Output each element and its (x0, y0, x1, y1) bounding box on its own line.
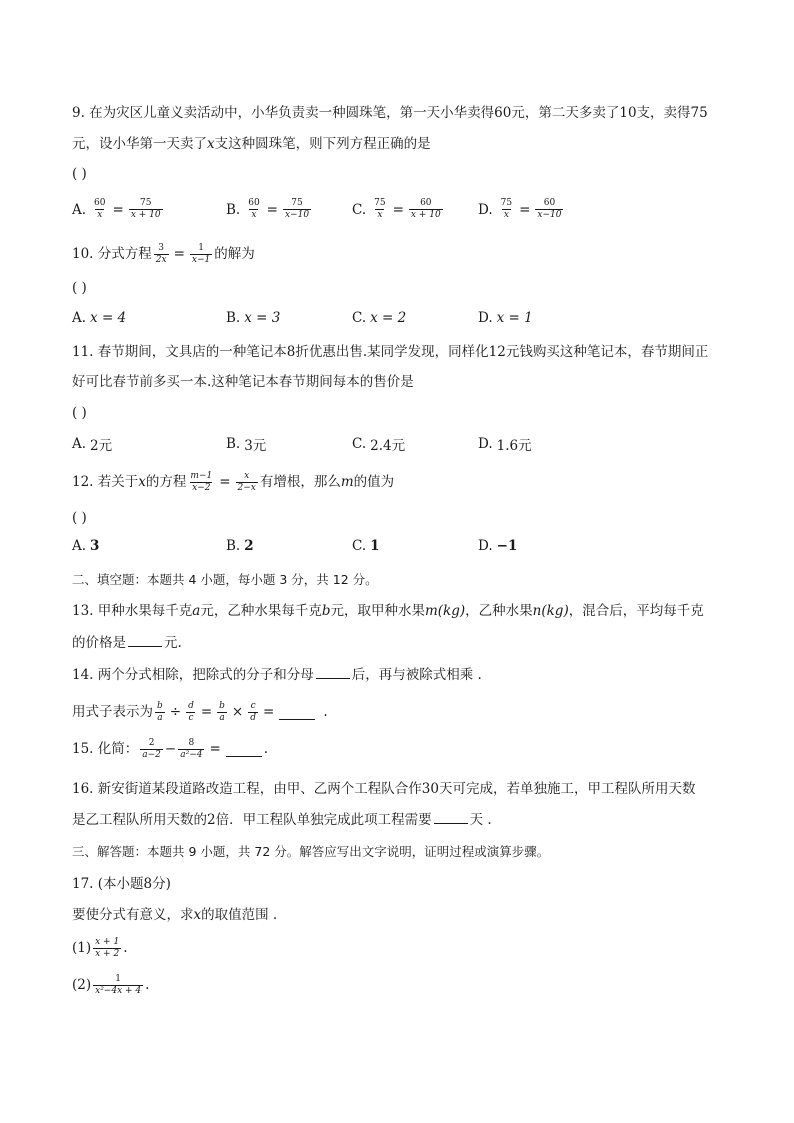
q11-line2: 好可比春节前多买一本.这种笔记本春节期间每本的售价是 (72, 374, 414, 390)
fraction (217, 701, 227, 724)
fraction (372, 198, 387, 221)
q9-option-b[interactable]: B. $\frac{60}{x}$ = $\frac{75}{x-10}$ (226, 198, 310, 220)
fraction (155, 701, 165, 724)
q10-suffix: 的解为 (214, 246, 255, 262)
q17-part1 (72, 934, 128, 962)
q9-text-a: 元，设小华第一天卖了 (72, 136, 207, 152)
operator: = (263, 704, 275, 720)
numerator: 1 (198, 242, 204, 253)
numerator: 60 (94, 198, 106, 208)
q9-options (72, 198, 722, 224)
part-label: (1) (72, 940, 92, 956)
q9-line2 (72, 134, 431, 154)
q12-option-b[interactable] (226, 538, 254, 554)
numerator: 2 (148, 737, 155, 748)
fraction (190, 243, 212, 266)
denominator: a²−4 (180, 749, 203, 760)
q10-stem: 10. 分式方程 $\frac{3}{2x}$ = $\frac{1}{x-1}$ 的解为 (72, 242, 255, 265)
option-text: −1 (496, 538, 518, 554)
q15-stem (72, 735, 268, 763)
fraction (499, 198, 514, 221)
answer-blank[interactable] (434, 809, 468, 824)
operator: × (231, 704, 244, 720)
operator: ÷ (169, 704, 182, 720)
answer-blank[interactable] (316, 664, 350, 679)
option-label: A. (72, 538, 87, 554)
q12-prefix: 12. 若关于 (72, 474, 139, 490)
part-label: (2) (72, 977, 92, 993)
option-text: x = 1 (496, 310, 533, 326)
q10-option-d[interactable] (478, 310, 533, 326)
numerator: 60 (248, 198, 260, 208)
operator: = (200, 704, 213, 720)
denominator: x + 2 (95, 948, 120, 959)
option-text: x = 2 (370, 310, 407, 326)
denominator: 2−x (237, 482, 256, 493)
q12-suffix2: 的值为 (353, 474, 395, 490)
q13-text: ，乙种水果 (465, 603, 533, 619)
answer-blank[interactable] (128, 632, 162, 647)
q11-option-c[interactable] (352, 434, 405, 454)
q13-var: m(kg) (424, 603, 466, 619)
option-label: D. (478, 436, 493, 452)
numerator: 60 (543, 198, 556, 208)
q14-text: 后，再与被除式相乘 . (351, 667, 482, 683)
q12-answer-paren: ( ) (72, 510, 87, 526)
q13-line1 (72, 601, 704, 621)
q9-option-a[interactable]: A. $\frac{60}{x}$ = $\frac{75}{x + 10}$ (72, 198, 161, 220)
q14-text: 用式子表示为 (72, 704, 153, 720)
section-solution-heading: 三、解答题：本题共 9 小题，共 72 分。解答应写出文字说明，证明过程或演算步骤。 (72, 844, 550, 859)
denominator: a (157, 712, 163, 723)
q11-option-a[interactable] (72, 434, 112, 454)
fraction (154, 243, 169, 266)
option-label: C. (352, 436, 367, 452)
q9-text-b: 支这种圆珠笔，则下列方程正确的是 (214, 136, 431, 152)
q17-var-x: x (193, 907, 202, 923)
q16-line2 (72, 809, 492, 830)
option-label: A. (72, 310, 87, 326)
section-fill-in-heading: 二、填空题：本题共 4 小题，每小题 3 分，共 12 分。 (72, 572, 378, 587)
denominator: c (188, 712, 194, 723)
q16-text: 是乙工程队所用天数的2倍．甲工程队单独完成此项工程需要 (72, 812, 432, 828)
numerator: c (250, 700, 256, 711)
q13-text: 元，乙种水果每千克 (200, 603, 322, 619)
q13-text: 元，取甲种水果 (330, 603, 425, 619)
numerator: x + 1 (95, 936, 120, 947)
q10-options (72, 310, 722, 336)
q13-var: n(kg) (532, 603, 569, 619)
q10-option-b[interactable] (226, 310, 280, 326)
q11-option-b[interactable] (226, 434, 266, 454)
denominator: x−2 (192, 482, 211, 493)
part-end: . (123, 940, 128, 956)
denominator: x + 10 (410, 210, 441, 220)
q12-var-x: x (138, 474, 146, 490)
numerator: 8 (188, 737, 195, 748)
option-label: D. (478, 538, 493, 554)
fraction (535, 198, 563, 221)
fraction (236, 471, 258, 494)
numerator: 1 (115, 973, 121, 984)
q12-mid: 的方程 (145, 474, 187, 490)
denominator: d (250, 712, 256, 723)
fraction (93, 974, 143, 997)
q15-end: . (263, 741, 269, 757)
option-label: D. (478, 310, 493, 326)
q11-options (72, 434, 722, 460)
numerator: 3 (158, 242, 165, 253)
option-label: C. (352, 201, 367, 218)
option-text: x = 4 (90, 310, 127, 326)
q10-option-c[interactable] (352, 310, 406, 326)
fraction (409, 198, 443, 221)
q13-text: 13. 甲种水果每千克 (72, 603, 193, 619)
q17-title: 17. (本小题8分) (72, 876, 171, 892)
q12-stem: 12. 若关于 x 的方程 $\frac{m-1}{x-2}$ = $\frac{x}{2-x}$ 有增根，那么 m 的值为 (72, 470, 395, 493)
q13-text: 元. (164, 635, 182, 651)
numerator: b (219, 700, 225, 711)
q13-text: ，混合后，平均每千克 (568, 603, 704, 619)
option-text: 2 (244, 538, 254, 554)
denominator: x²−4x + 4 (95, 985, 142, 996)
q9-option-c[interactable]: C. $\frac{75}{x}$ = $\frac{60}{x + 10}$ (352, 198, 441, 220)
numerator: 75 (139, 198, 152, 208)
option-text: 1.6元 (496, 438, 532, 454)
option-label: B. (226, 436, 241, 452)
q17-stem (72, 905, 277, 925)
fraction (140, 738, 163, 761)
option-label: A. (72, 201, 87, 218)
option-label: C. (352, 310, 367, 326)
q17-text: 要使分式有意义，求 (72, 907, 194, 923)
fraction (93, 937, 121, 960)
operator: − (164, 741, 177, 757)
denominator: x−1 (191, 254, 211, 265)
q12-option-d[interactable] (478, 538, 517, 554)
option-text: x = 3 (244, 310, 281, 326)
q17-text: 的取值范围 . (201, 907, 278, 923)
fraction (283, 198, 311, 221)
fraction (186, 701, 196, 724)
numerator: b (157, 700, 163, 711)
numerator: x (244, 470, 250, 481)
option-text: 2.4元 (370, 438, 406, 454)
numerator: 75 (374, 198, 386, 208)
denominator: 2x (155, 254, 167, 265)
q11-line1: 11. 春节期间，文具店的一种笔记本8折优惠出售.某同学发现，同样化12元钱购买这种笔记本，春节期间正 (72, 344, 709, 360)
numerator: m−1 (190, 470, 213, 481)
q12-options (72, 538, 722, 564)
q10-option-a[interactable] (72, 310, 126, 326)
numerator: 60 (420, 198, 432, 208)
numerator: 75 (500, 198, 513, 208)
fraction (246, 198, 261, 221)
option-text: 3 (90, 538, 100, 554)
q14-line1 (72, 664, 482, 685)
numerator: 75 (291, 198, 303, 208)
q9-option-d[interactable]: D. $\frac{75}{x}$ = $\frac{60}{x-10}$ (478, 198, 562, 220)
operator: = (209, 741, 221, 757)
fraction (129, 198, 163, 221)
q15-prefix: 15. 化简： (72, 741, 139, 757)
option-label: B. (226, 310, 241, 326)
q13-var: a (192, 603, 201, 619)
q9-line1: 9. 在为灾区儿童义卖活动中，小华负责卖一种圆珠笔，第一天小华卖得60元，第二天多卖了10支，卖得75 (72, 105, 708, 121)
q11-answer-paren: ( ) (72, 405, 87, 421)
denominator: x−10 (537, 210, 562, 220)
fraction (248, 701, 258, 724)
q14-text: 14. 两个分式相除，把除式的分子和分母 (72, 667, 314, 683)
q13-text: 的价格是 (72, 635, 126, 651)
q11-option-d[interactable] (478, 434, 532, 454)
fraction (92, 198, 107, 221)
answer-blank[interactable] (226, 742, 262, 757)
q9-var-x: x (207, 136, 215, 152)
option-label: B. (226, 538, 241, 554)
q16-line1: 16. 新安街道某段道路改造工程，由甲、乙两个工程队合作30天可完成，若单独施工，甲工程队所用天数 (72, 781, 696, 797)
option-text: 2元 (90, 438, 113, 454)
q14-end: . (323, 704, 328, 720)
numerator: d (188, 700, 194, 711)
q10-prefix: 10. 分式方程 (72, 246, 152, 262)
q9-answer-paren: ( ) (72, 166, 87, 182)
denominator: x (251, 210, 257, 220)
denominator: x + 10 (130, 210, 161, 220)
q13-var: b (321, 603, 331, 619)
option-label: C. (352, 538, 367, 554)
denominator: a (219, 712, 225, 723)
denominator: x (377, 210, 383, 220)
q10-answer-paren: ( ) (72, 280, 87, 296)
option-text: 3元 (244, 438, 267, 454)
option-label: A. (72, 436, 87, 452)
q16-text: 天 . (469, 812, 492, 828)
denominator: x (97, 210, 103, 220)
denominator: x (503, 210, 509, 220)
option-label: B. (226, 201, 241, 218)
fraction (178, 738, 204, 761)
option-label: D. (478, 201, 493, 218)
q14-line2 (72, 698, 328, 726)
denominator: x−10 (284, 210, 310, 220)
q12-var-m: m (340, 474, 354, 490)
q12-option-c[interactable] (352, 538, 380, 554)
q12-option-a[interactable] (72, 538, 99, 554)
answer-blank[interactable] (279, 705, 315, 720)
q12-suffix1: 有增根，那么 (259, 474, 341, 490)
part-end: . (145, 977, 150, 993)
option-text: 1 (370, 538, 380, 554)
q13-line2 (72, 632, 182, 653)
denominator: a−2 (142, 749, 161, 760)
fraction (188, 471, 214, 494)
q17-part2 (72, 970, 149, 1000)
